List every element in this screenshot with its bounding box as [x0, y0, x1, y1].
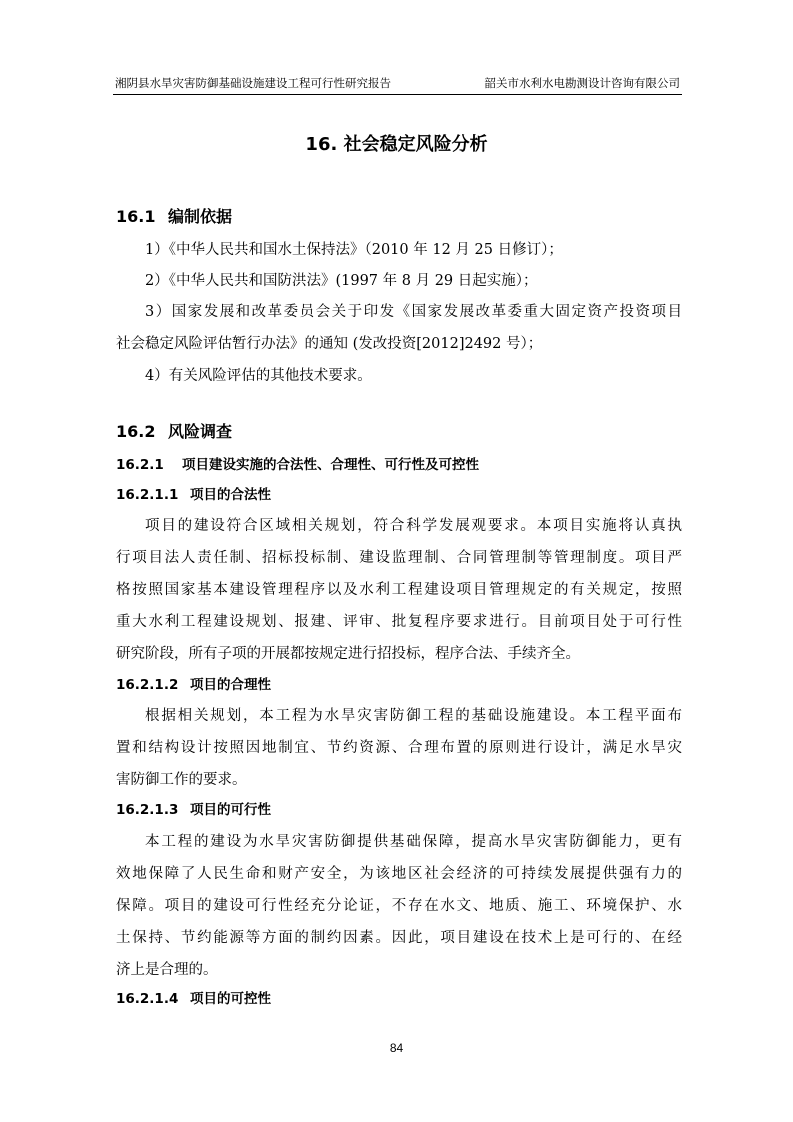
paragraph-line: 济上是合理的。 [116, 962, 218, 978]
section-number: 16.1 [116, 207, 156, 226]
section-title: 编制依据 [168, 207, 233, 226]
paragraph-line: 行项目法人责任制、招标投标制、建设监理制、合同管理制等管理制度。项目严 [116, 550, 682, 566]
header-company-name: 韶关市水利水电勘测设计咨询有限公司 [484, 76, 680, 90]
subsubsection-number: 16.2.1.4 [116, 991, 179, 1007]
subsubsection-heading-controllability [116, 989, 271, 1009]
reference-item: 3）国家发展和改革委员会关于印发《国家发展改革委重大固定资产投资项目 [145, 304, 682, 320]
section-number: 16.2 [116, 422, 156, 441]
section-heading-16-1 [116, 206, 232, 228]
paragraph-line: 土保持、节约能源等方面的制约因素。因此，项目建设在技术上是可行的、在经 [116, 930, 682, 946]
paragraph-line: 根据相关规划，本工程为水旱灾害防御工程的基础设施建设。本工程平面布 [145, 708, 682, 724]
chapter-title: 16. 社会稳定风险分析 [305, 134, 488, 155]
subsubsection-title: 项目的合法性 [190, 487, 271, 503]
paragraph-line: 效地保障了人民生命和财产安全，为该地区社会经济的可持续发展提供强有力的 [116, 866, 682, 882]
reference-item-continuation: 社会稳定风险评估暂行办法》的通知 (发改投资[2012]2492 号）； [116, 336, 543, 352]
paragraph-line: 格按照国家基本建设管理程序以及水利工程建设项目管理规定的有关规定，按照 [116, 582, 682, 598]
paragraph-line: 保障。项目的建设可行性经充分论证，不存在水文、地质、施工、环境保护、水 [116, 898, 682, 914]
subsection-heading-16-2-1 [116, 455, 479, 475]
paragraph-line: 项目的建设符合区域相关规划，符合科学发展观要求。本项目实施将认真执 [145, 518, 682, 534]
subsubsection-number: 16.2.1.2 [116, 677, 179, 693]
paragraph-line: 害防御工作的要求。 [116, 772, 247, 788]
paragraph-line: 置和结构设计按照因地制宜、节约资源、合理布置的原则进行设计，满足水旱灾 [116, 740, 682, 756]
page-header [113, 74, 682, 95]
subsubsection-number: 16.2.1.3 [116, 802, 179, 818]
reference-item: 4）有关风险评估的其他技术要求。 [145, 368, 372, 384]
subsubsection-heading-feasibility [116, 800, 271, 820]
reference-item: 1）《中华人民共和国水土保持法》（2010 年 12 月 25 日修订）； [145, 242, 563, 258]
header-report-title: 湘阴县水旱灾害防御基础设施建设工程可行性研究报告 [115, 76, 391, 90]
subsection-number: 16.2.1 [116, 457, 164, 473]
section-title: 风险调查 [168, 422, 233, 441]
paragraph-line: 重大水利工程建设规划、报建、评审、批复程序要求进行。目前项目处于可行性 [116, 614, 682, 630]
subsection-title: 项目建设实施的合法性、合理性、可行性及可控性 [182, 457, 479, 473]
subsubsection-title: 项目的合理性 [190, 677, 271, 693]
subsubsection-heading-legality [116, 485, 271, 505]
page-number: 84 [389, 1041, 404, 1055]
section-heading-16-2 [116, 421, 232, 443]
subsubsection-heading-rationality [116, 675, 271, 695]
subsubsection-title: 项目的可控性 [190, 991, 271, 1007]
subsubsection-number: 16.2.1.1 [116, 487, 179, 503]
paragraph-line: 研究阶段，所有子项的开展都按规定进行招投标，程序合法、手续齐全。 [116, 646, 580, 662]
reference-item: 2）《中华人民共和国防洪法》(1997 年 8 月 29 日起实施）； [145, 273, 538, 289]
subsubsection-title: 项目的可行性 [190, 802, 271, 818]
paragraph-line: 本工程的建设为水旱灾害防御提供基础保障，提高水旱灾害防御能力，更有 [145, 834, 682, 850]
